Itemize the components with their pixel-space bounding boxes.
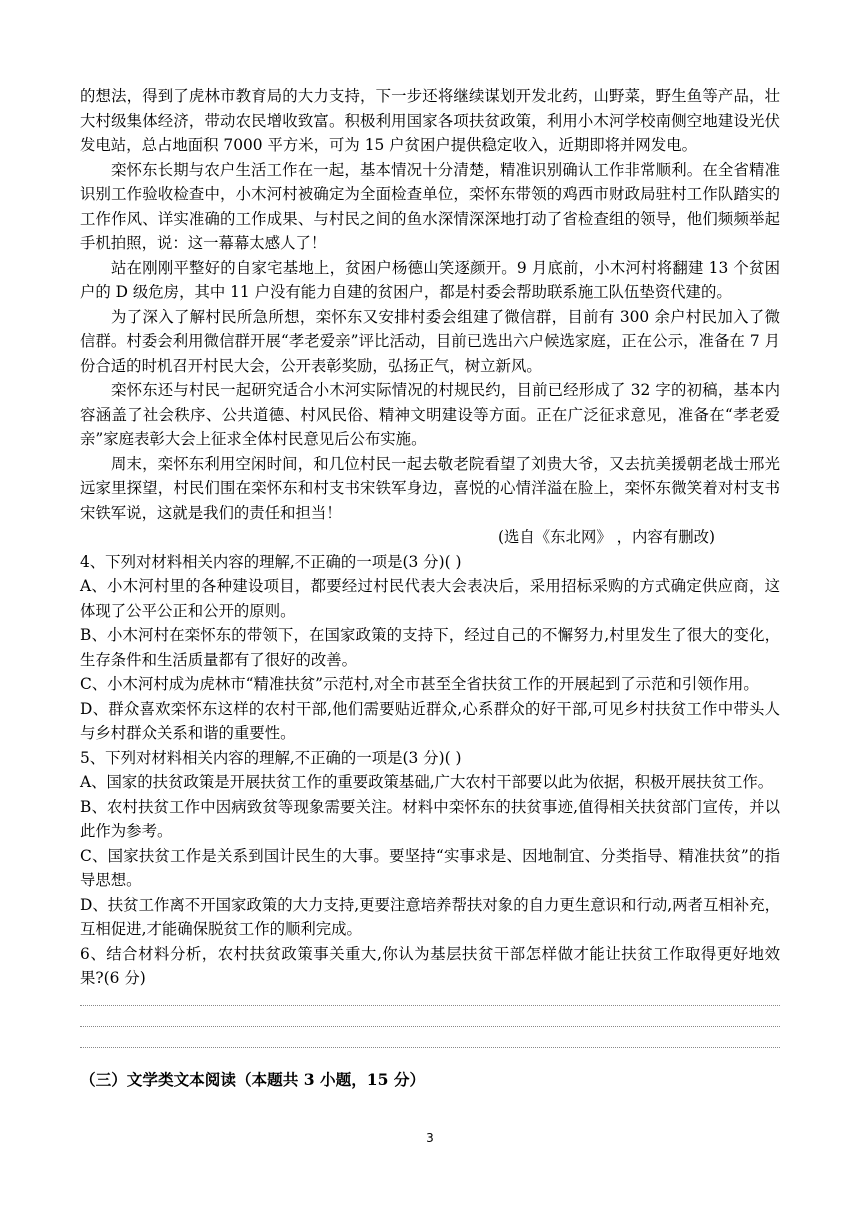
article-source: (选自《东北网》 ，内容有删改) bbox=[498, 528, 715, 546]
question-5-option-b: B、农村扶贫工作中因病致贫等现象需要关注。材料中栾怀东的扶贫事迹,值得相关扶贫部门宣传，并以此作为参考。 bbox=[80, 797, 780, 840]
article-paragraph-6: 周末，栾怀东利用空闲时间，和几位村民一起去敬老院看望了刘贵大爷，又去抗美援朝老战士邢光远家里探望，村民们围在栾怀东和村支书宋铁军身边，喜悦的心情洋溢在脸上，栾怀东微笑着对村支书宋铁军说，这就是我们的责任和担当！ bbox=[80, 454, 780, 522]
question-5-option-d: D、扶贫工作离不开国家政策的大力支持,更要注意培养帮扶对象的自力更生意识和行动,两者互相补充，互相促进,才能确保脱贫工作的顺利完成。 bbox=[80, 895, 780, 938]
document-page bbox=[80, 84, 780, 1092]
section-heading: （三）文学类文本阅读（本题共 3 小题，15 分） bbox=[80, 1069, 426, 1089]
answer-line bbox=[80, 1047, 780, 1048]
article-paragraph-5: 栾怀东还与村民一起研究适合小木河实际情况的村规民约，目前已经形成了 32 字的初稿，基本内容涵盖了社会秩序、公共道德、村风民俗、精神文明建设等方面。正在广泛征求意见，准备在“孝老爱亲”家庭表彰大会上征求全体村民意见后公布实施。 bbox=[80, 381, 780, 448]
answer-line bbox=[80, 1026, 780, 1027]
question-4-option-c: C、小木河村成为虎林市“精准扶贫”示范村,对全市甚至全省扶贫工作的开展起到了示范和引领作用。 bbox=[80, 675, 759, 693]
question-4-stem: 4、下列对材料相关内容的理解,不正确的一项是(3 分)( ) bbox=[80, 552, 462, 571]
question-4-option-a: A、小木河村里的各种建设项目，都要经过村民代表大会表决后，采用招标采购的方式确定供应商，这体现了公平公正和公开的原则。 bbox=[80, 577, 780, 620]
article-paragraph-1: 的想法，得到了虎林市教育局的大力支持，下一步还将继续谋划开发北药，山野菜，野生鱼等产品，壮大村级集体经济，带动农民增收致富。积极利用国家各项扶贫政策，利用小木河学校南侧空地建设光伏发电站，总占地面积 7000 平方米，可为 15 户贫困户提供稳定收入，近期即将并网发电。 bbox=[80, 87, 780, 154]
article-paragraph-3: 站在刚刚平整好的自家宅基地上，贫困户杨德山笑逐颜开。9 月底前，小木河村将翻建 13 个贫困户的 D 级危房，其中 11 户没有能力自建的贫困户，都是村委会帮助联系施工队伍垫资代建的。 bbox=[80, 258, 780, 301]
question-5-option-c: C、国家扶贫工作是关系到国计民生的大事。要坚持“实事求是、因地制宜、分类指导、精准扶贫”的指导思想。 bbox=[80, 846, 780, 889]
answer-area[interactable] bbox=[80, 1005, 780, 1048]
answer-line bbox=[80, 1005, 780, 1006]
question-4-option-d: D、群众喜欢栾怀东这样的农村干部,他们需要贴近群众,心系群众的好干部,可见乡村扶贫工作中带头人与乡村群众关系和谐的重要性。 bbox=[80, 699, 780, 742]
article-paragraph-2: 栾怀东长期与农户生活工作在一起，基本情况十分清楚，精准识别确认工作非常顺利。在全省精准识别工作验收检查中，小木河村被确定为全面检查单位，栾怀东带领的鸡西市财政局驻村工作队踏实的工作作风、详实准确的工作成果、与村民之间的鱼水深情深深地打动了省检查组的领导，他们频频举起手机拍照，说：这一幕幕太感人了！ bbox=[80, 160, 780, 252]
article-paragraph-4: 为了深入了解村民所急所想，栾怀东又安排村委会组建了微信群，目前有 300 余户村民加入了微信群。村委会利用微信群开展“孝老爱亲”评比活动，目前已选出六户候选家庭，正在公示，准备在 7 月份合适的时机召开村民大会，公开表彰奖励，弘扬正气，树立新风。 bbox=[80, 307, 780, 375]
question-5-stem: 5、下列对材料相关内容的理解,不正确的一项是(3 分)( ) bbox=[80, 748, 462, 767]
question-5-option-a: A、国家的扶贫政策是开展扶贫工作的重要政策基础,广大农村干部要以此为依据，积极开展扶贫工作。 bbox=[80, 773, 774, 791]
question-4-option-b: B、小木河村在栾怀东的带领下，在国家政策的支持下，经过自己的不懈努力,村里发生了很大的变化，生存条件和生活质量都有了很好的改善。 bbox=[80, 626, 780, 669]
page-number: 3 bbox=[426, 1131, 434, 1145]
question-6-stem: 6、结合材料分析，农村扶贫政策事关重大,你认为基层扶贫干部怎样做才能让扶贫工作取得更好地效果?(6 分) bbox=[80, 944, 780, 987]
